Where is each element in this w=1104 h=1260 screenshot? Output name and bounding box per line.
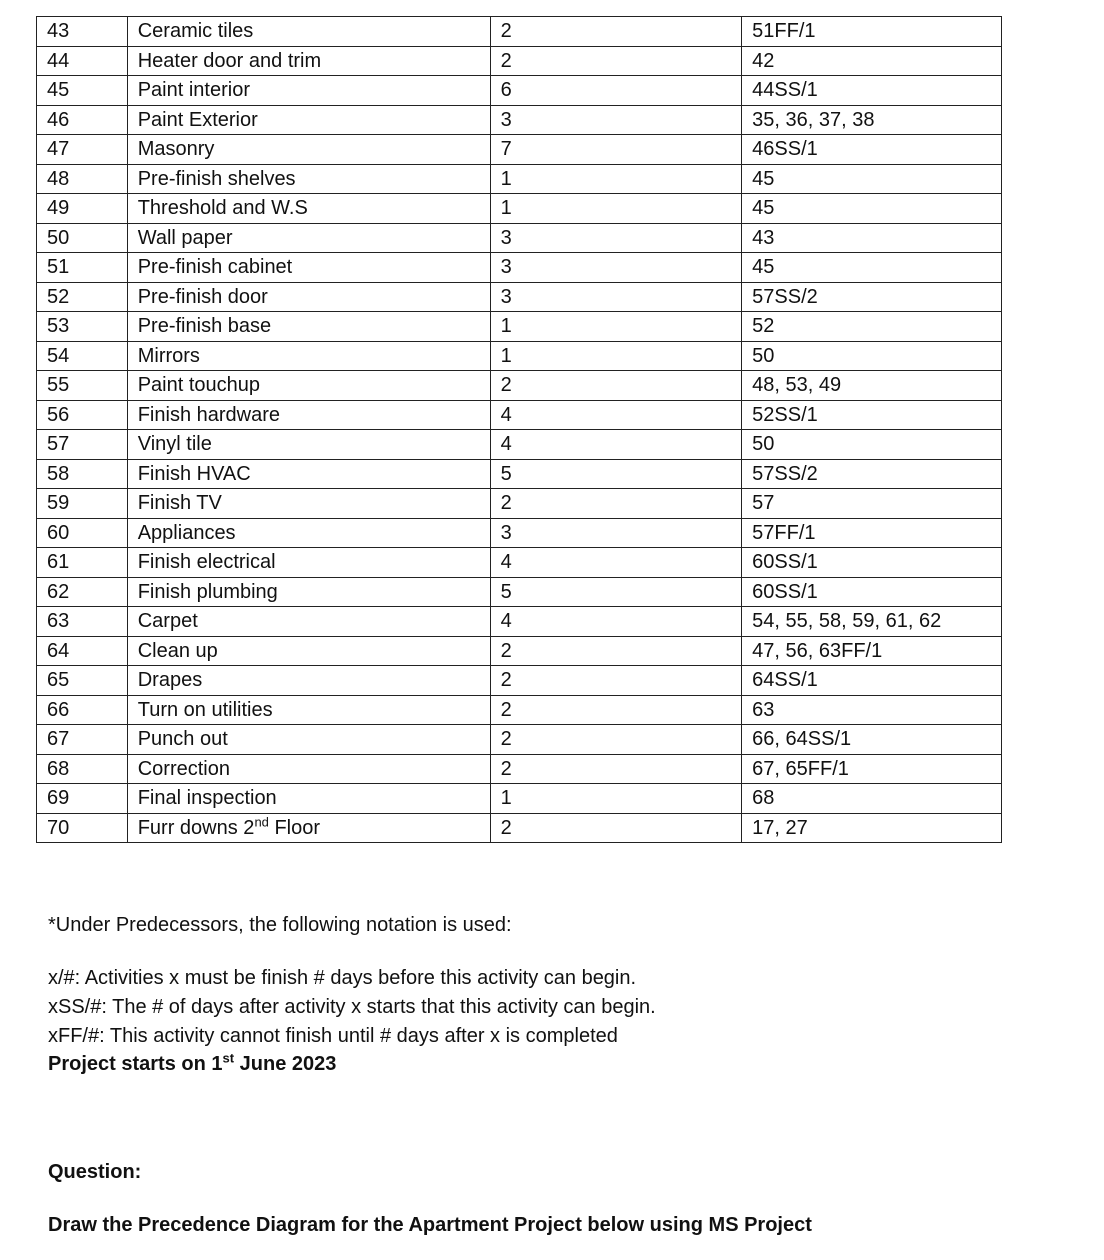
activity-duration: 3	[490, 518, 742, 548]
project-start-date	[48, 1050, 337, 1076]
table-row	[37, 548, 1002, 578]
table-row	[37, 636, 1002, 666]
activity-name: Punch out	[127, 725, 490, 755]
activity-name: Pre-finish base	[127, 312, 490, 342]
activity-predecessors: 43	[742, 223, 1002, 253]
table-row	[37, 312, 1002, 342]
activity-predecessors: 48, 53, 49	[742, 371, 1002, 401]
activity-id: 49	[37, 194, 128, 224]
activity-name: Finish electrical	[127, 548, 490, 578]
activity-id: 50	[37, 223, 128, 253]
table-row	[37, 518, 1002, 548]
table-row	[37, 371, 1002, 401]
table-row	[37, 695, 1002, 725]
activity-predecessors: 50	[742, 341, 1002, 371]
table-row	[37, 105, 1002, 135]
table-row-last	[37, 813, 1002, 843]
activity-name: Finish HVAC	[127, 459, 490, 489]
table-row	[37, 76, 1002, 106]
notation-heading: *Under Predecessors, the following notation is used:	[48, 914, 512, 936]
table-row	[37, 577, 1002, 607]
activity-duration: 4	[490, 430, 742, 460]
activity-predecessors: 35, 36, 37, 38	[742, 105, 1002, 135]
table-row	[37, 135, 1002, 165]
activity-name: Pre-finish shelves	[127, 164, 490, 194]
table-row	[37, 223, 1002, 253]
activity-predecessors: 57SS/2	[742, 282, 1002, 312]
activity-duration: 2	[490, 17, 742, 47]
activity-name-suffix: Floor	[268, 816, 321, 839]
activity-id: 58	[37, 459, 128, 489]
activity-id: 67	[37, 725, 128, 755]
activity-name: Masonry	[127, 135, 490, 165]
activity-duration: 1	[490, 164, 742, 194]
activity-id: 48	[37, 164, 128, 194]
activity-predecessors: 46SS/1	[742, 135, 1002, 165]
activity-duration: 2	[490, 725, 742, 755]
activity-duration: 3	[490, 253, 742, 283]
activity-id: 61	[37, 548, 128, 578]
activity-id: 60	[37, 518, 128, 548]
table-row	[37, 46, 1002, 76]
table-row	[37, 194, 1002, 224]
activity-name: Finish TV	[127, 489, 490, 519]
table-row	[37, 607, 1002, 637]
notation-line-start-start: xSS/#: The # of days after activity x starts that this activity can begin.	[48, 996, 656, 1018]
activity-id: 66	[37, 695, 128, 725]
activity-duration: 1	[490, 194, 742, 224]
activity-table-body	[37, 17, 1002, 843]
activity-predecessors: 52SS/1	[742, 400, 1002, 430]
table-row	[37, 341, 1002, 371]
activity-predecessors: 57SS/2	[742, 459, 1002, 489]
activity-name: Paint touchup	[127, 371, 490, 401]
activity-name: Threshold and W.S	[127, 194, 490, 224]
project-start-prefix: Project starts on 1	[48, 1053, 223, 1075]
activity-predecessors: 45	[742, 194, 1002, 224]
activity-id: 65	[37, 666, 128, 696]
activity-id: 59	[37, 489, 128, 519]
activity-name: Finish hardware	[127, 400, 490, 430]
table-row	[37, 253, 1002, 283]
activity-name	[127, 813, 490, 843]
activity-id: 46	[37, 105, 128, 135]
activity-duration: 2	[490, 636, 742, 666]
table-row	[37, 489, 1002, 519]
activity-name: Ceramic tiles	[127, 17, 490, 47]
activity-duration: 2	[490, 371, 742, 401]
table-row	[37, 17, 1002, 47]
activity-name: Heater door and trim	[127, 46, 490, 76]
activity-name: Correction	[127, 754, 490, 784]
activity-duration: 5	[490, 577, 742, 607]
table-row	[37, 754, 1002, 784]
activity-duration: 4	[490, 607, 742, 637]
activity-predecessors: 60SS/1	[742, 548, 1002, 578]
activity-predecessors: 60SS/1	[742, 577, 1002, 607]
activity-predecessors: 63	[742, 695, 1002, 725]
activity-name: Clean up	[127, 636, 490, 666]
activity-duration: 2	[490, 46, 742, 76]
activity-predecessors: 68	[742, 784, 1002, 814]
activity-id: 44	[37, 46, 128, 76]
project-start-suffix: June 2023	[234, 1053, 337, 1075]
activity-name: Mirrors	[127, 341, 490, 371]
table-row	[37, 282, 1002, 312]
question-text: Draw the Precedence Diagram for the Apartment Project below using MS Project	[48, 1214, 812, 1236]
activity-predecessors: 57	[742, 489, 1002, 519]
activity-predecessors: 54, 55, 58, 59, 61, 62	[742, 607, 1002, 637]
activity-id: 52	[37, 282, 128, 312]
activity-predecessors: 66, 64SS/1	[742, 725, 1002, 755]
activity-duration: 2	[490, 666, 742, 696]
activity-name: Pre-finish door	[127, 282, 490, 312]
activity-name: Turn on utilities	[127, 695, 490, 725]
activity-predecessors: 64SS/1	[742, 666, 1002, 696]
activity-duration: 7	[490, 135, 742, 165]
activity-id: 69	[37, 784, 128, 814]
activity-id: 63	[37, 607, 128, 637]
activity-duration: 1	[490, 312, 742, 342]
activity-name: Paint interior	[127, 76, 490, 106]
question-label: Question:	[48, 1161, 142, 1183]
activity-id: 54	[37, 341, 128, 371]
activity-name: Carpet	[127, 607, 490, 637]
activity-id: 70	[37, 813, 128, 843]
table-row	[37, 666, 1002, 696]
activity-id: 68	[37, 754, 128, 784]
activity-predecessors: 57FF/1	[742, 518, 1002, 548]
activity-predecessors: 44SS/1	[742, 76, 1002, 106]
activity-name-prefix: Furr downs 2	[137, 816, 255, 839]
activity-predecessors: 67, 65FF/1	[742, 754, 1002, 784]
activity-duration: 1	[490, 341, 742, 371]
activity-duration: 4	[490, 548, 742, 578]
activity-id: 56	[37, 400, 128, 430]
activity-predecessors: 45	[742, 253, 1002, 283]
activity-id: 43	[37, 17, 128, 47]
activity-name: Final inspection	[127, 784, 490, 814]
activity-id: 47	[37, 135, 128, 165]
activity-duration: 4	[490, 400, 742, 430]
activity-predecessors: 17, 27	[742, 813, 1002, 843]
activity-predecessors: 52	[742, 312, 1002, 342]
activity-name: Appliances	[127, 518, 490, 548]
table-row	[37, 430, 1002, 460]
activity-duration: 5	[490, 459, 742, 489]
table-row	[37, 400, 1002, 430]
activity-name: Drapes	[127, 666, 490, 696]
activity-id: 53	[37, 312, 128, 342]
activity-duration: 2	[490, 489, 742, 519]
activity-name: Finish plumbing	[127, 577, 490, 607]
table-row	[37, 725, 1002, 755]
activity-name: Vinyl tile	[127, 430, 490, 460]
notation-line-finish-finish: xFF/#: This activity cannot finish until # days after x is completed	[48, 1025, 618, 1047]
table-row	[37, 459, 1002, 489]
ordinal-suffix: nd	[254, 814, 269, 830]
notation-line-finish-start: x/#: Activities x must be finish # days before this activity can begin.	[48, 967, 637, 989]
activity-duration: 3	[490, 282, 742, 312]
activity-id: 57	[37, 430, 128, 460]
activity-id: 55	[37, 371, 128, 401]
activity-predecessors: 45	[742, 164, 1002, 194]
activity-predecessors: 42	[742, 46, 1002, 76]
activity-duration: 2	[490, 813, 742, 843]
activity-id: 62	[37, 577, 128, 607]
activity-predecessors: 50	[742, 430, 1002, 460]
activity-predecessors: 51FF/1	[742, 17, 1002, 47]
activity-duration: 2	[490, 754, 742, 784]
activity-name: Pre-finish cabinet	[127, 253, 490, 283]
activity-id: 45	[37, 76, 128, 106]
activity-id: 51	[37, 253, 128, 283]
activity-duration: 6	[490, 76, 742, 106]
activity-duration: 3	[490, 105, 742, 135]
activity-duration: 1	[490, 784, 742, 814]
activity-predecessors: 47, 56, 63FF/1	[742, 636, 1002, 666]
ordinal-suffix: st	[222, 1050, 235, 1066]
activity-duration: 2	[490, 695, 742, 725]
activity-id: 64	[37, 636, 128, 666]
activity-table	[36, 16, 1002, 843]
activity-name: Wall paper	[127, 223, 490, 253]
table-row	[37, 784, 1002, 814]
activity-duration: 3	[490, 223, 742, 253]
table-row	[37, 164, 1002, 194]
activity-name: Paint Exterior	[127, 105, 490, 135]
